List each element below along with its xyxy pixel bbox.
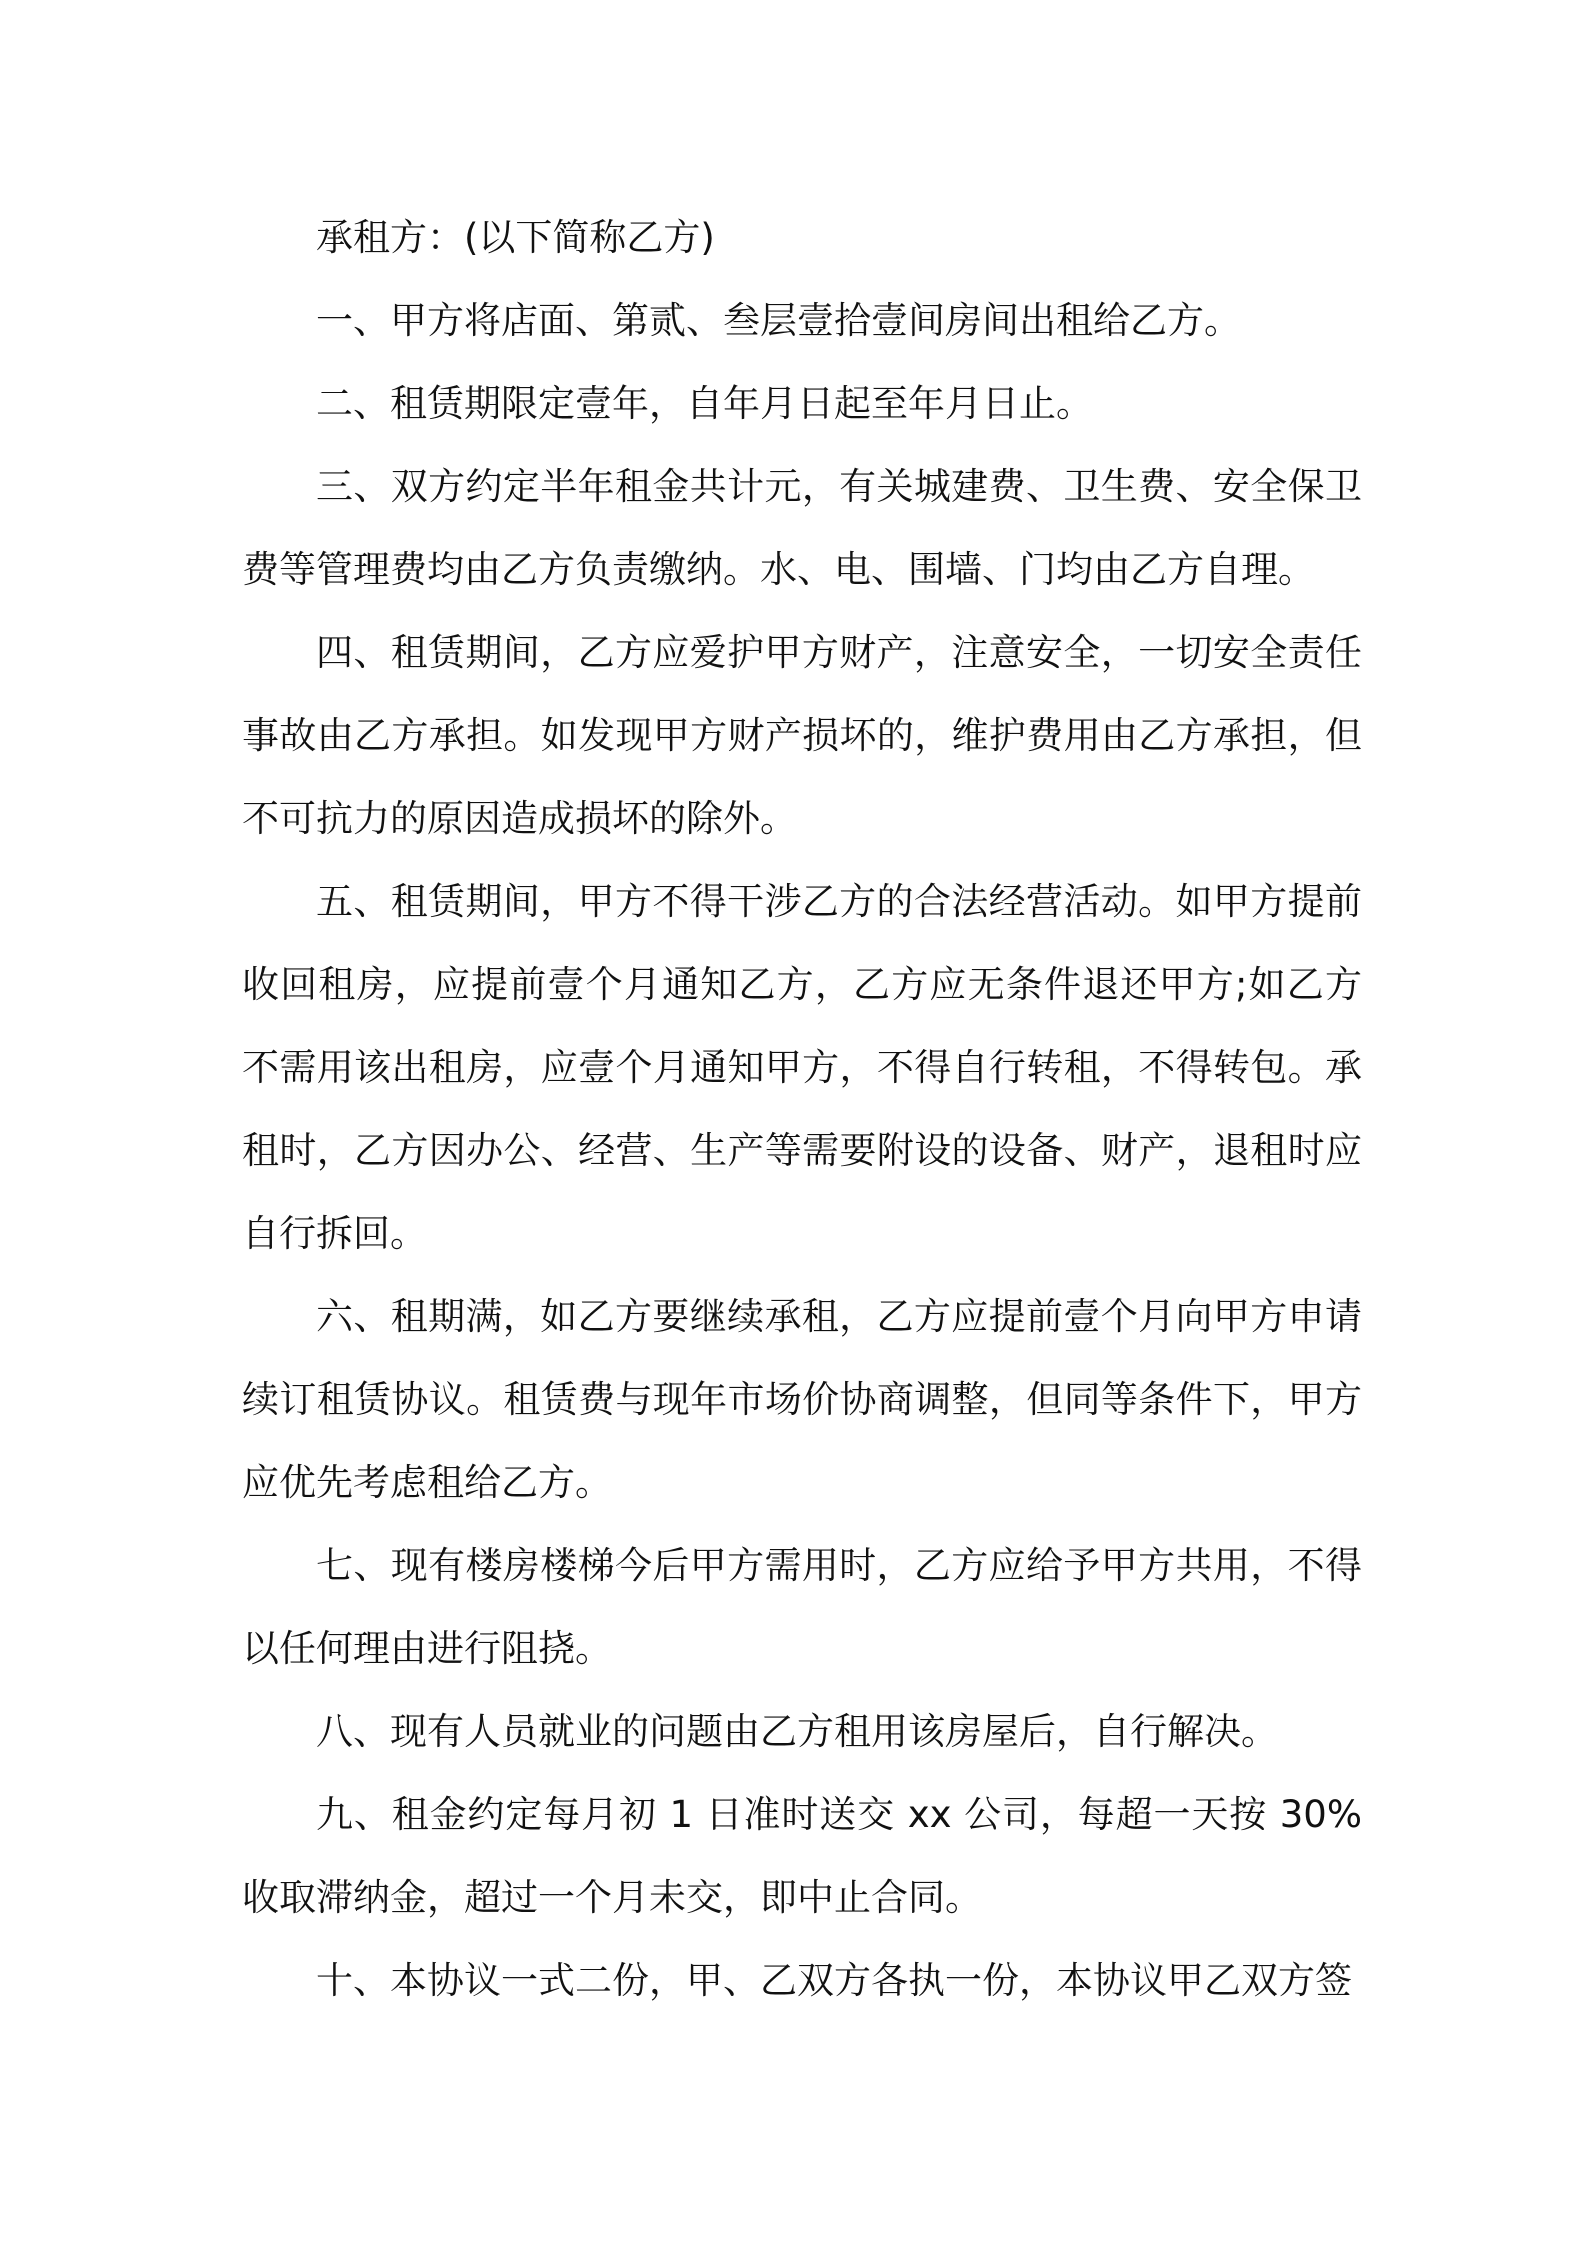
paragraph-clause-10: 十、本协议一式二份，甲、乙双方各执一份，本协议甲乙双方签 — [316, 1959, 1352, 2002]
document-body — [242, 196, 1362, 2022]
paragraph-clause-8: 八、现有人员就业的问题由乙方租用该房屋后，自行解决。 — [316, 1710, 1278, 1753]
paragraph-clause-7: 七、现有楼房楼梯今后甲方需用时，乙方应给予甲方共用，不得以任何理由进行阻挠。 — [242, 1544, 1362, 1670]
paragraph-clause-6: 六、租期满，如乙方要继续承租，乙方应提前壹个月向甲方申请续订租赁协议。租赁费与现年市场价协商调整，但同等条件下，甲方应优先考虑租给乙方。 — [242, 1295, 1362, 1504]
paragraph-clause-9: 九、租金约定每月初 1 日准时送交 xx 公司，每超一天按 30%收取滞纳金，超过一个月未交，即中止合同。 — [242, 1793, 1362, 1919]
paragraph-clause-2: 二、租赁期限定壹年，自年月日起至年月日止。 — [316, 382, 1093, 425]
paragraph-clause-3: 三、双方约定半年租金共计元，有关城建费、卫生费、安全保卫费等管理费均由乙方负责缴纳。水、电、围墙、门均由乙方自理。 — [242, 465, 1362, 591]
paragraph-clause-4: 四、租赁期间，乙方应爱护甲方财产，注意安全，一切安全责任事故由乙方承担。如发现甲方财产损坏的，维护费用由乙方承担，但不可抗力的原因造成损坏的除外。 — [242, 631, 1362, 840]
paragraph-clause-1: 一、甲方将店面、第贰、叁层壹拾壹间房间出租给乙方。 — [316, 299, 1241, 342]
paragraph-lessee: 承租方：(以下简称乙方) — [316, 216, 715, 259]
paragraph-clause-5: 五、租赁期间，甲方不得干涉乙方的合法经营活动。如甲方提前收回租房，应提前壹个月通知乙方，乙方应无条件退还甲方;如乙方不需用该出租房，应壹个月通知甲方，不得自行转租，不得转包。承租时，乙方因办公、经营、生产等需要附设的设备、财产，退租时应自行拆回。 — [242, 880, 1362, 1255]
